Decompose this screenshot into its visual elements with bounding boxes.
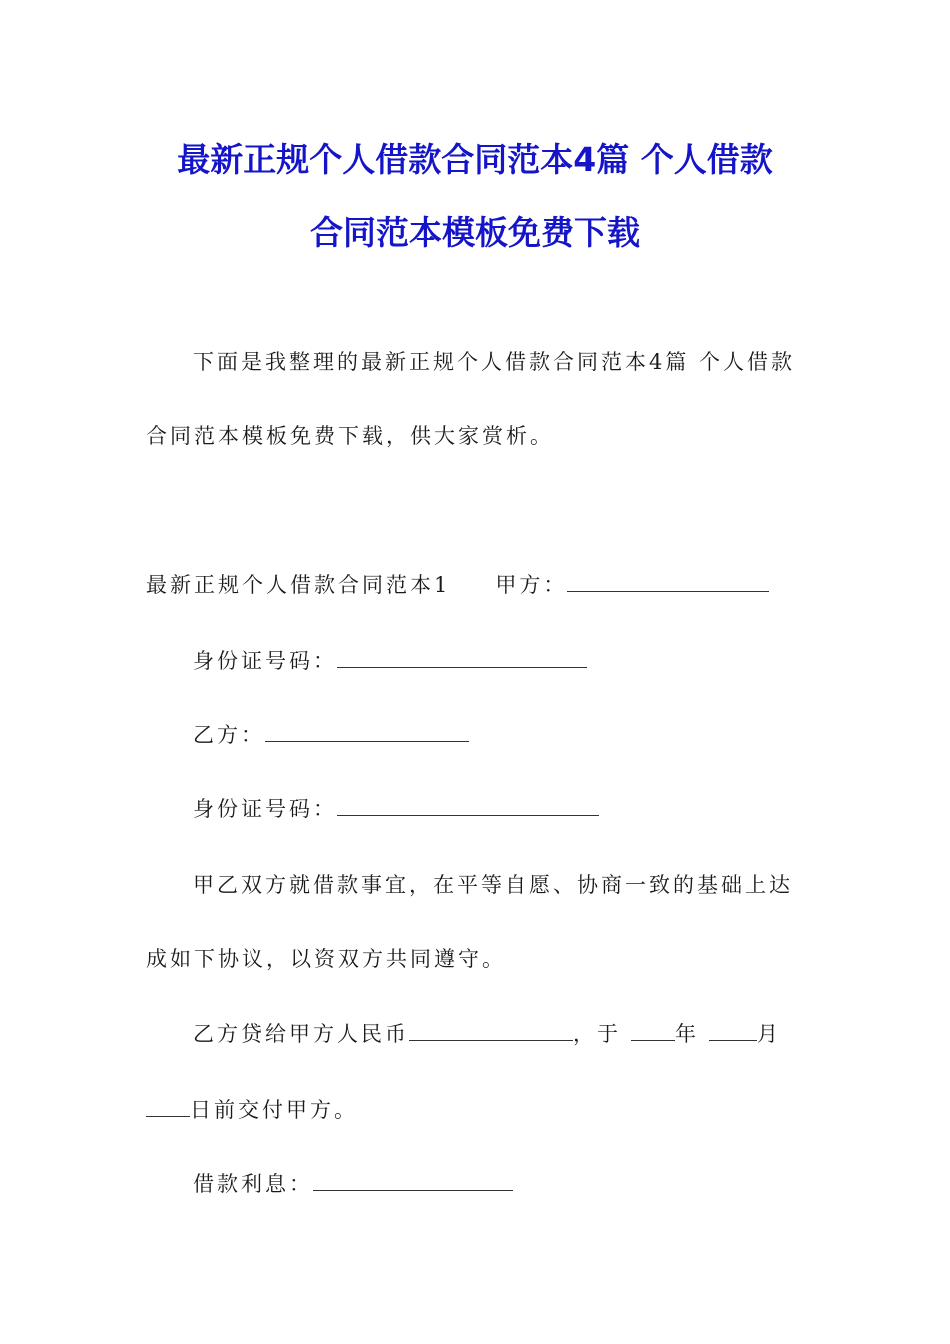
- loan-month-blank: [709, 1020, 757, 1041]
- loan-month-label: 月: [757, 1022, 781, 1046]
- loan-row-1: [193, 1018, 781, 1048]
- loan-row-2: [146, 1094, 358, 1124]
- party-a-label: 甲方：: [495, 573, 568, 597]
- intro-line-1: 下面是我整理的最新正规个人借款合同范本4篇 个人借款: [193, 350, 796, 374]
- party-b-blank: [265, 721, 469, 742]
- interest-row: [193, 1168, 513, 1198]
- id-b-label: 身份证号码：: [193, 797, 337, 821]
- loan-year-blank: [631, 1020, 675, 1041]
- party-b-row: [193, 719, 469, 749]
- contract-heading: 最新正规个人借款合同范本1: [146, 573, 451, 597]
- loan-year-label: 年: [675, 1022, 699, 1046]
- party-a-blank: [567, 571, 769, 592]
- agreement-line-1: 甲乙双方就借款事宜，在平等自愿、协商一致的基础上达: [193, 873, 793, 897]
- loan-amount-blank: [409, 1020, 573, 1041]
- loan-text-1: 乙方贷给甲方人民币: [193, 1022, 409, 1046]
- loan-line-2: 日前交付甲方。: [190, 1098, 358, 1122]
- intro-line-2: 合同范本模板免费下载，供大家赏析。: [146, 424, 554, 448]
- document-title-line-1: 最新正规个人借款合同范本4篇 个人借款: [177, 140, 773, 179]
- id-b-row: [193, 793, 599, 823]
- agreement-line-2: 成如下协议，以资双方共同遵守。: [146, 947, 506, 971]
- document-title-line-2: 合同范本模板免费下载: [310, 213, 640, 252]
- id-a-row: [193, 645, 587, 675]
- contract-heading-row: [146, 569, 769, 599]
- loan-text-2: ，于: [573, 1022, 621, 1046]
- id-b-blank: [337, 795, 599, 816]
- id-a-label: 身份证号码：: [193, 649, 337, 673]
- interest-label: 借款利息：: [193, 1172, 313, 1196]
- id-a-blank: [337, 647, 587, 668]
- party-b-label: 乙方：: [193, 723, 265, 747]
- loan-day-blank: [146, 1096, 190, 1117]
- interest-blank: [313, 1170, 513, 1191]
